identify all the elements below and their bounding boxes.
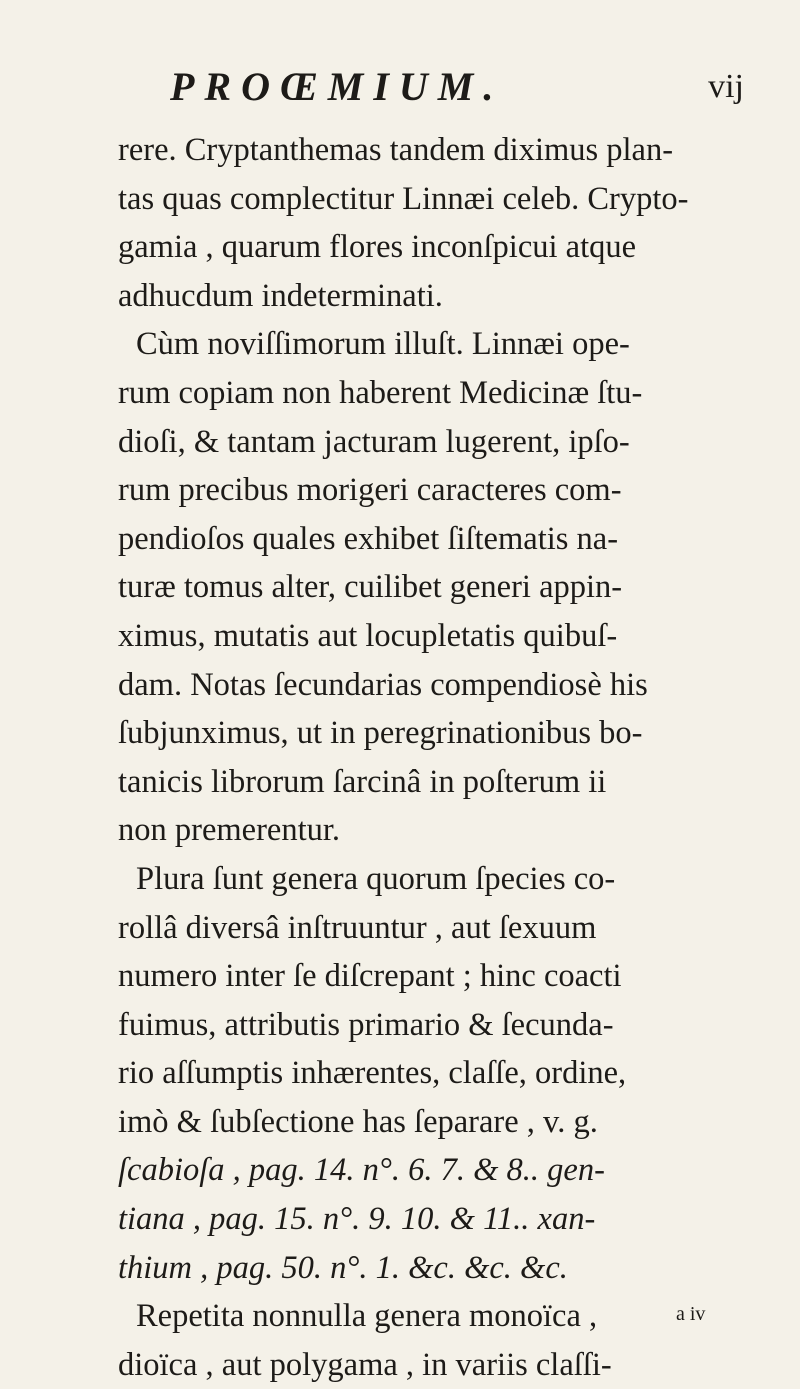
text-line: Cùm noviſſimorum illuſt. Linnæi ope-	[136, 326, 630, 363]
text-line: dam. Notas ſecundarias compendiosè his	[118, 666, 648, 703]
running-head: PROŒMIUM.	[170, 64, 504, 109]
page-header	[0, 62, 800, 112]
text-line: gamia , quarum flores inconſpicui atque	[118, 229, 637, 266]
text-line: thium , pag. 50. n°. 1. &c. &c. &c.	[118, 1249, 568, 1286]
text-line: numero inter ſe diſcrepant ; hinc coacti	[118, 958, 622, 995]
text-line: dioïca , aut polygama , in variis claſſi-	[118, 1346, 612, 1383]
text-line: tanicis librorum ſarcinâ in poſterum ii	[118, 763, 607, 800]
text-line: dioſi, & tantam jacturam lugerent, ipſo-	[118, 423, 630, 460]
text-line: rum copiam non haberent Medicinæ ſtu-	[118, 374, 643, 411]
signature-mark: a iv	[676, 1303, 706, 1325]
text-line: tiana , pag. 15. n°. 9. 10. & 11.. xan-	[118, 1201, 596, 1238]
text-line: adhucdum indeterminati.	[118, 277, 443, 314]
text-line: ſubjunximus, ut in peregrinationibus bo-	[118, 715, 643, 752]
text-line: ximus, mutatis aut locupletatis quibuſ-	[118, 617, 618, 654]
text-line: rum precibus morigeri caracteres com-	[118, 472, 622, 509]
page-number: vij	[708, 68, 744, 105]
text-line: imò & ſubſectione has ſeparare , v. g.	[118, 1103, 598, 1140]
text-line: tas quas complectitur Linnæi celeb. Crypto-	[118, 180, 689, 217]
text-line: Repetita nonnulla genera monoïca ,	[136, 1298, 598, 1335]
text-line: rollâ diversâ inſtruuntur , aut ſexuum	[118, 909, 597, 946]
text-line: ſcabioſa , pag. 14. n°. 6. 7. & 8.. gen-	[118, 1152, 605, 1189]
text-line: turæ tomus alter, cuilibet generi appin-	[118, 569, 623, 606]
text-line: fuimus, attributis primario & ſecunda-	[118, 1006, 614, 1043]
text-line: Plura ſunt genera quorum ſpecies co-	[136, 860, 616, 897]
text-line: rio aſſumptis inhærentes, claſſe, ordine,	[118, 1055, 627, 1092]
text-line: rere. Cryptanthemas tandem diximus plan-	[118, 132, 674, 168]
body-text	[118, 126, 758, 1389]
text-line: non premerentur.	[118, 812, 341, 849]
text-line: pendioſos quales exhibet ſiſtematis na-	[118, 520, 619, 557]
